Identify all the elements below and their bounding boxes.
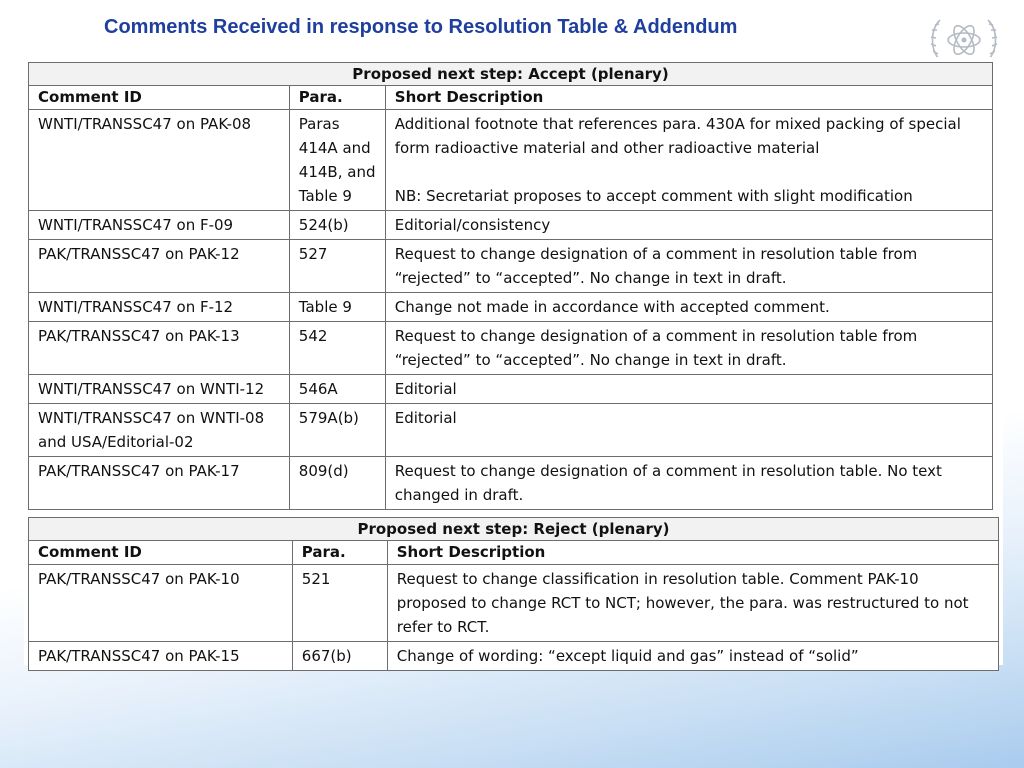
column-header-short-description: Short Description bbox=[387, 541, 998, 565]
para-cell: Paras 414A and 414B, and Table 9 bbox=[289, 110, 385, 211]
column-header-comment-id: Comment ID bbox=[29, 86, 290, 110]
table-row bbox=[29, 293, 993, 322]
para-cell: 667(b) bbox=[292, 642, 387, 671]
description-cell: Editorial bbox=[385, 375, 992, 404]
description-cell: Change not made in accordance with accepted comment. bbox=[385, 293, 992, 322]
reject-table bbox=[28, 517, 999, 671]
table-row bbox=[29, 211, 993, 240]
description-cell: Editorial/consistency bbox=[385, 211, 992, 240]
description-cell: Request to change designation of a comment in resolution table. No text changed in draft. bbox=[385, 457, 992, 510]
comment-id-cell: WNTI/TRANSSC47 on WNTI-08 and USA/Editorial-02 bbox=[29, 404, 290, 457]
table-row bbox=[29, 240, 993, 293]
column-header-short-description: Short Description bbox=[385, 86, 992, 110]
table-row bbox=[29, 404, 993, 457]
table-row bbox=[29, 642, 999, 671]
para-cell: 521 bbox=[292, 565, 387, 642]
comment-id-cell: PAK/TRANSSC47 on PAK-17 bbox=[29, 457, 290, 510]
comment-id-cell: PAK/TRANSSC47 on PAK-15 bbox=[29, 642, 293, 671]
description-cell: Additional footnote that references para. 430A for mixed packing of special form radioactive material and other radioactive material NB: Secretariat proposes to accept comment with slight modification bbox=[385, 110, 992, 211]
comment-id-cell: WNTI/TRANSSC47 on PAK-08 bbox=[29, 110, 290, 211]
accept-table-heading: Proposed next step: Accept (plenary) bbox=[29, 63, 993, 86]
comment-id-cell: PAK/TRANSSC47 on PAK-13 bbox=[29, 322, 290, 375]
comment-id-cell: WNTI/TRANSSC47 on WNTI-12 bbox=[29, 375, 290, 404]
reject-table-heading: Proposed next step: Reject (plenary) bbox=[29, 518, 999, 541]
description-cell: Change of wording: “except liquid and gas” instead of “solid” bbox=[387, 642, 998, 671]
table-row bbox=[29, 322, 993, 375]
description-cell: Request to change designation of a comment in resolution table from “rejected” to “accepted”. No change in text in draft. bbox=[385, 240, 992, 293]
table-row bbox=[29, 457, 993, 510]
comment-id-cell: WNTI/TRANSSC47 on F-12 bbox=[29, 293, 290, 322]
table-row bbox=[29, 110, 993, 211]
slide-title: Comments Received in response to Resolution Table & Addendum bbox=[104, 16, 738, 38]
para-cell: 579A(b) bbox=[289, 404, 385, 457]
comment-id-cell: PAK/TRANSSC47 on PAK-10 bbox=[29, 565, 293, 642]
para-cell: 524(b) bbox=[289, 211, 385, 240]
description-cell: Request to change designation of a comment in resolution table from “rejected” to “accepted”. No change in text in draft. bbox=[385, 322, 992, 375]
para-cell: Table 9 bbox=[289, 293, 385, 322]
accept-table bbox=[28, 62, 993, 510]
column-header-para: Para. bbox=[292, 541, 387, 565]
table-row bbox=[29, 375, 993, 404]
para-cell: 527 bbox=[289, 240, 385, 293]
comment-id-cell: WNTI/TRANSSC47 on F-09 bbox=[29, 211, 290, 240]
para-cell: 546A bbox=[289, 375, 385, 404]
column-header-para: Para. bbox=[289, 86, 385, 110]
table-row bbox=[29, 565, 999, 642]
comment-id-cell: PAK/TRANSSC47 on PAK-12 bbox=[29, 240, 290, 293]
description-cell: Editorial bbox=[385, 404, 992, 457]
para-cell: 809(d) bbox=[289, 457, 385, 510]
description-cell: Request to change classification in resolution table. Comment PAK-10 proposed to change RCT to NCT; however, the para. was restructured to not refer to RCT. bbox=[387, 565, 998, 642]
column-header-comment-id: Comment ID bbox=[29, 541, 293, 565]
para-cell: 542 bbox=[289, 322, 385, 375]
